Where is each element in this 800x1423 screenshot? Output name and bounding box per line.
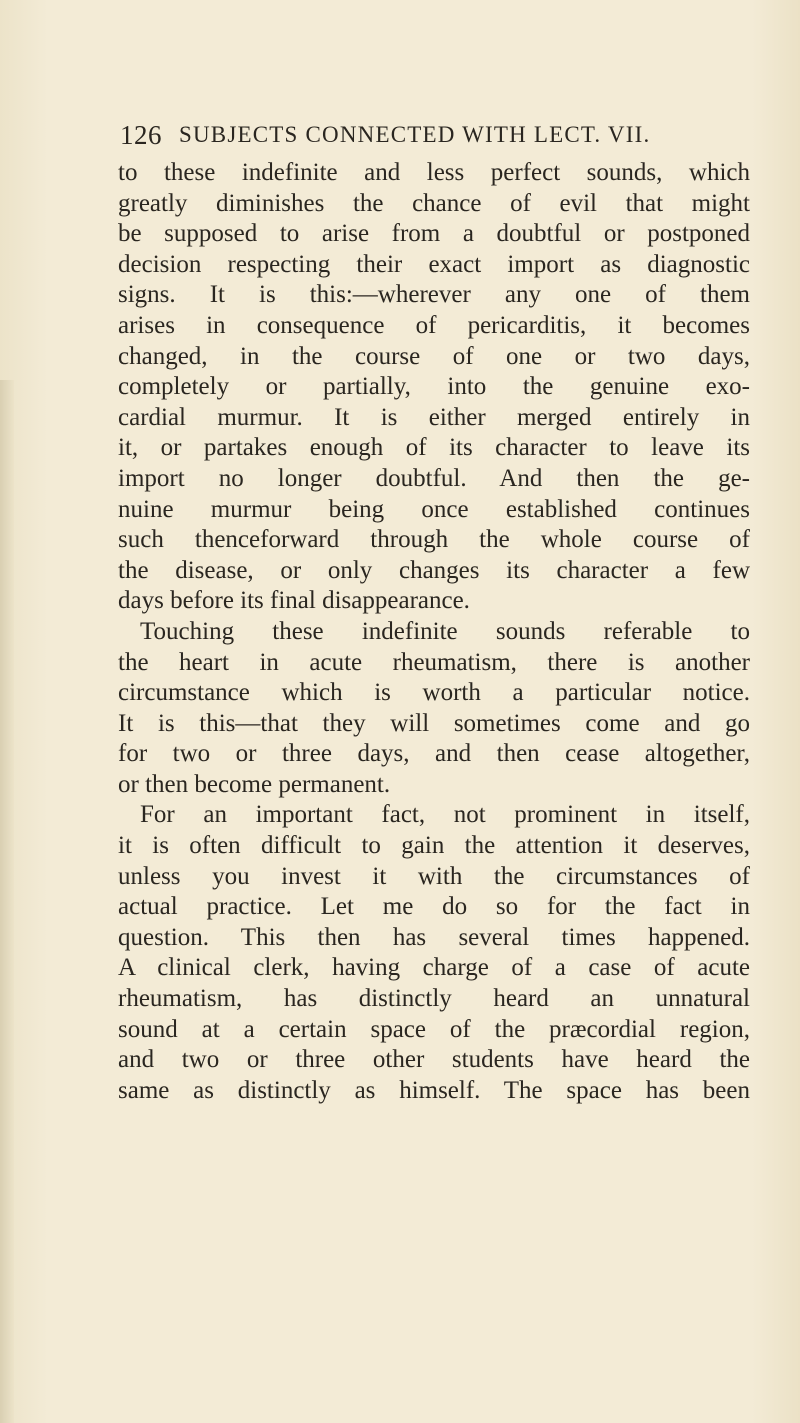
text-line: question. This then has several times happened. — [118, 923, 750, 951]
text-line: nuine murmur being once established continues — [118, 495, 750, 523]
text-line: completely or partially, into the genuine exo- — [118, 373, 750, 401]
text-line: signs. It is this:—wherever any one of them — [118, 281, 750, 309]
text-line: It is this—that they will sometimes come and go — [118, 709, 750, 737]
text-line: same as distinctly as himself. The space has been — [118, 1076, 750, 1104]
text-line: decision respecting their exact import as diagnostic — [118, 250, 750, 278]
text-line: sound at a certain space of the præcordial region, — [118, 1015, 750, 1043]
text-line: cardial murmur. It is either merged entirely in — [118, 403, 750, 431]
text-line: for two or three days, and then cease altogether, — [118, 740, 750, 768]
page-number: 126 — [120, 120, 162, 150]
text-line: or then become permanent. — [118, 770, 391, 798]
text-line: circumstance which is worth a particular notice. — [118, 679, 750, 707]
running-head: SUBJECTS CONNECTED WITH LECT. VII. — [179, 122, 651, 147]
text-line: days before its final disappearance. — [118, 587, 470, 615]
text-line: be supposed to arise from a doubtful or postponed — [118, 220, 750, 248]
text-line: actual practice. Let me do so for the fact in — [118, 893, 750, 921]
text-line: Touching these indefinite sounds referable to — [140, 617, 750, 645]
text-line: changed, in the course of one or two days, — [118, 342, 750, 370]
text-line: it is often difficult to gain the attention it deserves, — [118, 832, 750, 860]
text-line: A clinical clerk, having charge of a case of acute — [118, 954, 750, 982]
text-line: greatly diminishes the chance of evil that might — [118, 189, 750, 217]
text-line: arises in consequence of pericarditis, it becomes — [118, 311, 750, 339]
page-header — [120, 120, 760, 154]
text-line: and two or three other students have heard the — [118, 1046, 750, 1074]
text-line: the disease, or only changes its character a few — [118, 556, 750, 584]
text-line: to these indefinite and less perfect sounds, which — [118, 159, 750, 186]
text-line: import no longer doubtful. And then the ge- — [118, 464, 750, 492]
page-gutter-shadow — [0, 380, 14, 1423]
text-line: unless you invest it with the circumstances of — [118, 862, 750, 890]
text-line: it, or partakes enough of its character to leave its — [118, 434, 750, 462]
body-text — [118, 158, 750, 1106]
text-line: rheumatism, has distinctly heard an unnatural — [118, 985, 750, 1013]
text-line: such thenceforward through the whole course of — [118, 526, 750, 554]
text-line: For an important fact, not prominent in itself, — [140, 801, 750, 829]
text-line: the heart in acute rheumatism, there is another — [118, 648, 750, 676]
